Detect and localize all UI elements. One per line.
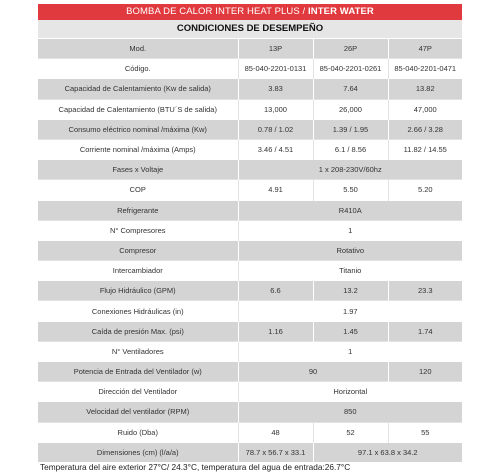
table-row: [38, 341, 462, 361]
row-label: Potencia de Entrada del Ventilador (w): [38, 362, 238, 382]
table-row: [38, 180, 462, 200]
cell-26p: 1.39 / 1.95: [313, 119, 388, 139]
row-label: Compresor: [38, 240, 238, 260]
cell-47p: 120: [388, 362, 462, 382]
table-row: [38, 240, 462, 260]
cell-13p: 1.16: [238, 321, 313, 341]
cell-47p: 85-040-2201-0471: [388, 59, 462, 79]
cell-26p: 1.45: [313, 321, 388, 341]
table-row: [38, 39, 462, 59]
cell-13p: 48: [238, 422, 313, 442]
table-row: [38, 321, 462, 341]
table-row: [38, 119, 462, 139]
cell-26p: 6.1 / 8.56: [313, 139, 388, 159]
cell-all-models: 1: [238, 341, 462, 361]
table-row: [38, 160, 462, 180]
row-label: Fases x Voltaje: [38, 160, 238, 180]
cell-all-models: 1: [238, 220, 462, 240]
cell-47p: 23.3: [388, 281, 462, 301]
cell-13p: 13P: [238, 39, 313, 59]
cell-13p: 6.6: [238, 281, 313, 301]
cell-26p: 85-040-2201-0261: [313, 59, 388, 79]
cell-47p: 13.82: [388, 79, 462, 99]
cell-47p: 5.20: [388, 180, 462, 200]
cell-47p: 47P: [388, 39, 462, 59]
cell-13p: 85-040-2201-0131: [238, 59, 313, 79]
cell-all-models: R410A: [238, 200, 462, 220]
section-title: CONDICIONES DE DESEMPEÑO: [38, 20, 462, 38]
cell-26p: 13.2: [313, 281, 388, 301]
cell-26p: 5.50: [313, 180, 388, 200]
cell-13p: 3.46 / 4.51: [238, 139, 313, 159]
table-row: [38, 79, 462, 99]
cell-26p-47p: 97.1 x 63.8 x 34.2: [313, 442, 462, 462]
table-row: [38, 402, 462, 422]
row-label: Consumo eléctrico nominal /máxima (Kw): [38, 119, 238, 139]
cell-26p: 7.64: [313, 79, 388, 99]
row-label: Caída de presión Max. (psi): [38, 321, 238, 341]
banner-title: BOMBA DE CALOR INTER HEAT PLUS /: [126, 6, 309, 17]
table-row: [38, 200, 462, 220]
row-label: N° Compresores: [38, 220, 238, 240]
banner-brand: INTER WATER: [308, 6, 374, 17]
table-row: [38, 442, 462, 462]
table-row: [38, 422, 462, 442]
row-label: Dimensiones (cm) (l/a/a): [38, 442, 238, 462]
cell-13p: 78.7 x 56.7 x 33.1: [238, 442, 313, 462]
row-label: Capacidad de Calentamiento (Kw de salida): [38, 79, 238, 99]
cell-13p: 13,000: [238, 99, 313, 119]
cell-all-models: 1.97: [238, 301, 462, 321]
row-label: Dirección del Ventilador: [38, 382, 238, 402]
row-label: Refrigerante: [38, 200, 238, 220]
table-row: [38, 301, 462, 321]
cell-13p-26p: 90: [238, 362, 388, 382]
table-row: [38, 261, 462, 281]
cell-all-models: Horizontal: [238, 382, 462, 402]
row-label: Ruido (Dba): [38, 422, 238, 442]
row-label: COP: [38, 180, 238, 200]
table-row: [38, 139, 462, 159]
cell-all-models: Rotativo: [238, 240, 462, 260]
cell-47p: 2.66 / 3.28: [388, 119, 462, 139]
cell-all-models: Titanio: [238, 261, 462, 281]
table-row: [38, 281, 462, 301]
row-label: Velocidad del ventilador (RPM): [38, 402, 238, 422]
cell-all-models: 850: [238, 402, 462, 422]
header-banner: [38, 4, 462, 20]
row-label: Flujo Hidráulico (GPM): [38, 281, 238, 301]
table-row: [38, 99, 462, 119]
cell-13p: 4.91: [238, 180, 313, 200]
table-row: [38, 362, 462, 382]
table-row: [38, 382, 462, 402]
row-label: Intercambiador: [38, 261, 238, 281]
cell-47p: 1.74: [388, 321, 462, 341]
cell-26p: 26,000: [313, 99, 388, 119]
row-label: Código.: [38, 59, 238, 79]
table-row: [38, 59, 462, 79]
footnote: Temperatura del aire exterior 27°C/ 24.3°C, temperatura del agua de entrada:26.7°C: [40, 462, 351, 472]
cell-13p: 3.83: [238, 79, 313, 99]
table-row: [38, 220, 462, 240]
cell-26p: 52: [313, 422, 388, 442]
cell-13p: 0.78 / 1.02: [238, 119, 313, 139]
cell-47p: 55: [388, 422, 462, 442]
cell-47p: 11.82 / 14.55: [388, 139, 462, 159]
row-label: Corriente nominal /máxima (Amps): [38, 139, 238, 159]
cell-all-models: 1 x 208-230V/60hz: [238, 160, 462, 180]
row-label: Conexiones Hidráulicas (in): [38, 301, 238, 321]
row-label: Mod.: [38, 39, 238, 59]
row-label: N° Ventiladores: [38, 341, 238, 361]
spec-table: [38, 38, 462, 462]
cell-26p: 26P: [313, 39, 388, 59]
cell-47p: 47,000: [388, 99, 462, 119]
row-label: Capacidad de Calentamiento (BTU´S de salida): [38, 99, 238, 119]
